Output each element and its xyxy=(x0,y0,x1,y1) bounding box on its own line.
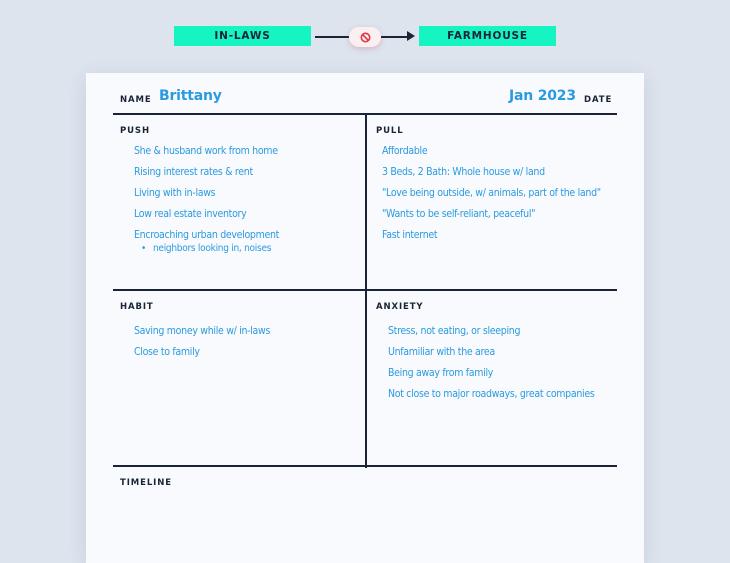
pull-title: PULL xyxy=(376,126,404,136)
from-tag: IN-LAWS xyxy=(174,26,311,46)
timeline-title: TIMELINE xyxy=(120,478,172,488)
anxiety-item: Stress, not eating, or sleeping xyxy=(388,325,521,337)
forces-canvas-card xyxy=(86,73,644,563)
pull-item: 3 Beds, 2 Bath: Whole house w/ land xyxy=(382,166,545,178)
anxiety-item: Unfamiliar with the area xyxy=(388,346,495,358)
flow-connector xyxy=(315,36,349,38)
push-item: Encroaching urban development xyxy=(134,229,280,241)
date-label: DATE xyxy=(584,95,613,105)
push-item: Rising interest rates & rent xyxy=(134,166,253,178)
push-item: Living with in-laws xyxy=(134,187,216,199)
arrow-right-icon xyxy=(407,31,415,41)
blocker-badge xyxy=(349,27,381,47)
push-item: She & husband work from home xyxy=(134,145,278,157)
anxiety-title: ANXIETY xyxy=(376,302,424,312)
pull-item: Fast internet xyxy=(382,229,438,241)
pull-item: Affordable xyxy=(382,145,428,157)
flow-connector xyxy=(381,36,409,38)
habit-item: Close to family xyxy=(134,346,200,358)
name-value: Brittany xyxy=(159,88,222,104)
no-entry-icon xyxy=(360,28,371,47)
pull-item: "Love being outside, w/ animals, part of the land" xyxy=(382,187,601,199)
push-title: PUSH xyxy=(120,126,150,136)
row-divider xyxy=(113,289,617,291)
timeline-divider xyxy=(113,465,617,467)
habit-item: Saving money while w/ in-laws xyxy=(134,325,271,337)
push-sub-item: neighbors looking in, noises xyxy=(153,243,272,254)
push-sub-bullet: • xyxy=(141,243,147,254)
name-label: NAME xyxy=(120,95,152,105)
habit-title: HABIT xyxy=(120,302,154,312)
pull-item: "Wants to be self-reliant, peaceful" xyxy=(382,208,536,220)
push-item: Low real estate inventory xyxy=(134,208,247,220)
anxiety-item: Being away from family xyxy=(388,367,494,379)
anxiety-item: Not close to major roadways, great companies xyxy=(388,388,595,400)
date-value: Jan 2023 xyxy=(509,88,576,104)
to-tag: FARMHOUSE xyxy=(419,26,556,46)
